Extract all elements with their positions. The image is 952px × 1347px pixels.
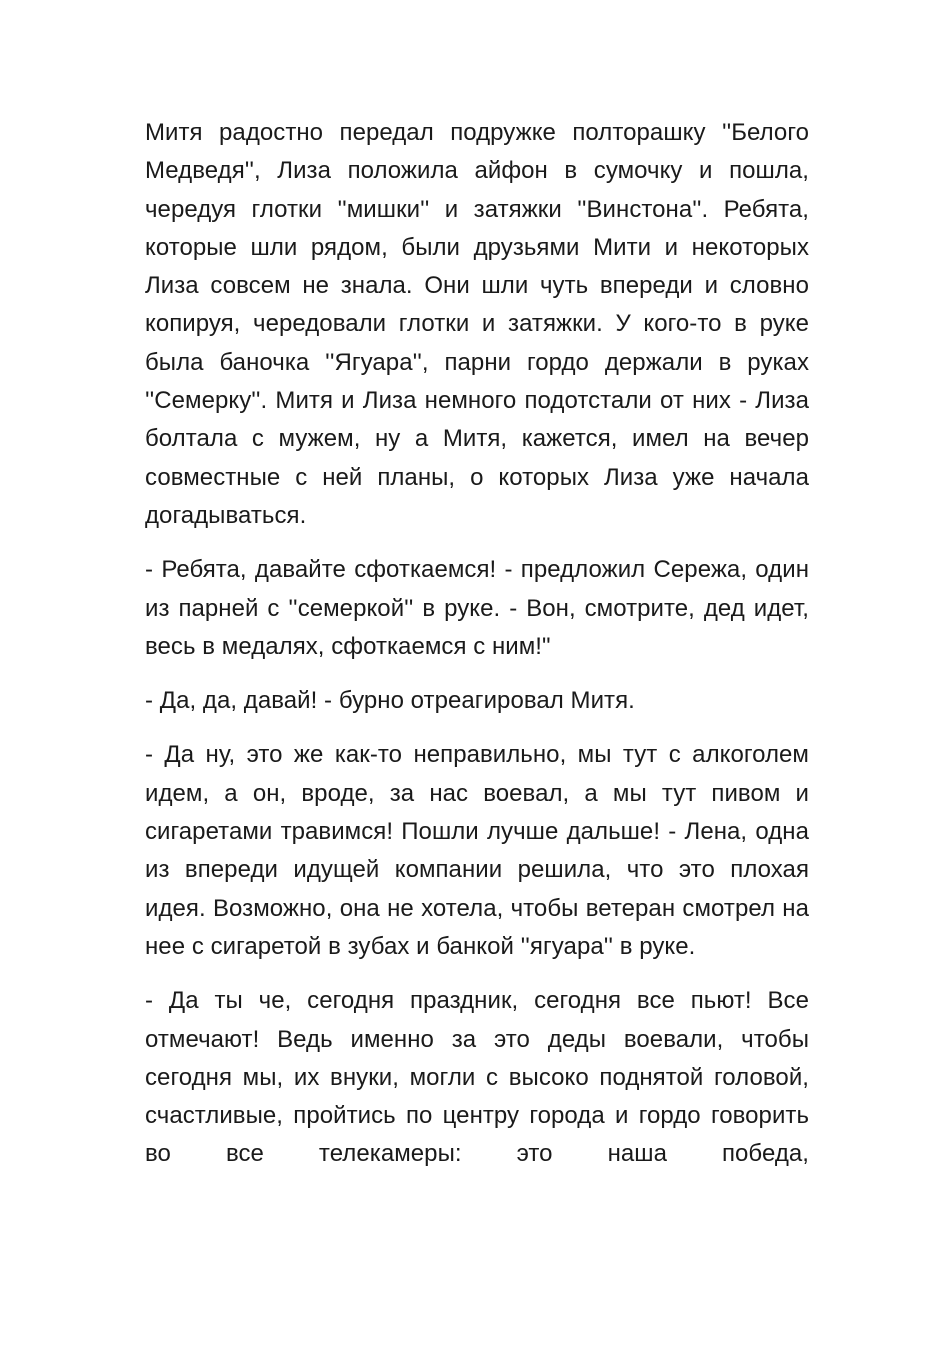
paragraph-5: - Да ты че, сегодня праздник, сегодня все пьют! Все отмечают! Ведь именно за это деды воевали, чтобы сегодня мы, их внуки, могли с высоко поднятой головой, счастливые, пройтись по центру города и гордо говорить во все телекамеры: это наша победа, [145, 987, 809, 1168]
paragraph-1: Митя радостно передал подружке полторашку ''Белого Медведя'', Лиза положила айфон в сумочку и пошла, чередуя глотки ''мишки'' и затяжки ''Винстона''. Ребята, которые шли рядом, были друзьями Мити и некоторых Лиза совсем не знала. Они шли чуть впереди и словно копируя, чередовали глотки и затяжки. У кого-то в руке была баночка ''Ягуара'', парни гордо держали в руках ''Семерку''. Митя и Лиза немного подотстали от них - Лиза болтала с мужем, ну а Митя, кажется, имел на вечер совместные с ней планы, о которых Лиза уже начала догадываться. [145, 119, 809, 529]
paragraph-3: - Да, да, давай! - бурно отреагировал Митя. [145, 687, 635, 715]
document-page [145, 114, 809, 1174]
paragraph-2: - Ребята, давайте сфоткаемся! - предложил Сережа, один из парней с ''семеркой'' в руке. - Вон, смотрите, дед идет, весь в медалях, сфоткаемся с ним!" [145, 556, 809, 660]
paragraph-4: - Да ну, это же как-то неправильно, мы тут с алкоголем идем, а он, вроде, за нас воевал, а мы тут пивом и сигаретами травимся! Пошли лучше дальше! - Лена, одна из впереди идущей компании решила, что это плохая идея. Возможно, она не хотела, чтобы ветеран смотрел на нее с сигаретой в зубах и банкой ''ягуара'' в руке. [145, 741, 809, 960]
